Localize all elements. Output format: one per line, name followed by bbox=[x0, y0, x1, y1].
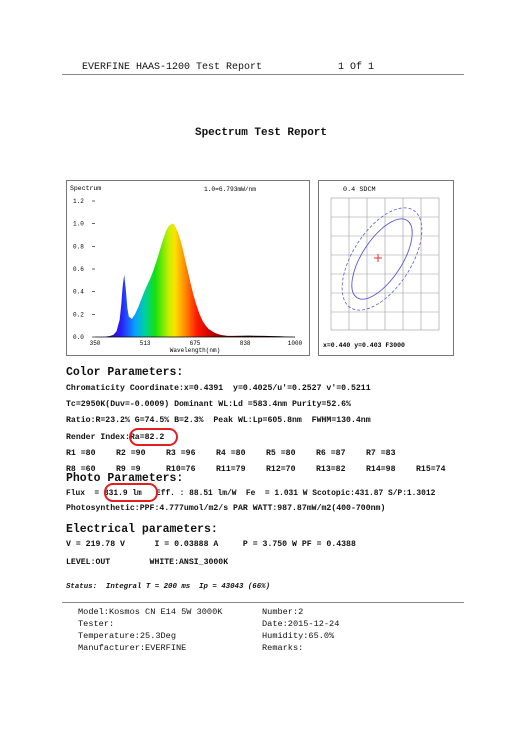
ratio-line: Ratio:R=23.2% G=74.5% B=2.3% Peak WL:Lp=605.8nm FWHM=130.4nm bbox=[66, 416, 371, 425]
sdcm-ellipse-inner bbox=[340, 210, 424, 309]
ri-value: R15=74 bbox=[416, 465, 446, 474]
report-header-title: EVERFINE HAAS-1200 Test Report bbox=[82, 62, 263, 73]
y-tick-label: 0.0 bbox=[73, 334, 84, 341]
ri-value: R4 =80 bbox=[216, 449, 246, 458]
header-divider bbox=[62, 74, 464, 75]
x-tick-label: 1000 bbox=[287, 340, 303, 347]
ri-value: R1 =80 bbox=[66, 449, 96, 458]
sdcm-title: 0.4 SDCM bbox=[343, 186, 376, 194]
spectrum-chart bbox=[67, 181, 309, 355]
sdcm-chart-box bbox=[318, 180, 454, 356]
ri-value: R11=79 bbox=[216, 465, 246, 474]
report-title: Spectrum Test Report bbox=[194, 127, 328, 139]
tester-field: Tester: bbox=[78, 619, 115, 629]
humidity-field: Humidity:65.0% bbox=[262, 631, 335, 641]
electrical-line: V = 219.78 V I = 0.03888 A P = 3.750 W PF = 0.4388 bbox=[66, 540, 356, 549]
x-tick-label: 675 bbox=[189, 340, 201, 347]
remarks-field: Remarks: bbox=[262, 643, 304, 653]
y-tick-label: 1.2 bbox=[73, 198, 84, 205]
flux-line: Flux = 331.9 lm Eff. : 88.51 lm/W Fe = 1.031 W Scotopic:431.87 S/P:1.3012 bbox=[66, 489, 436, 498]
x-tick-label: 838 bbox=[239, 340, 251, 347]
number-field: Number:2 bbox=[262, 607, 304, 617]
ri-value: R2 =90 bbox=[116, 449, 146, 458]
render-index-line: Render Index:Ra=82.2 bbox=[66, 433, 165, 442]
electrical-parameters-heading: Electrical parameters: bbox=[66, 523, 218, 536]
footer-divider bbox=[62, 602, 464, 603]
x-tick-label: 350 bbox=[89, 340, 101, 347]
spectrum-chart-box bbox=[66, 180, 310, 356]
photo-parameters-heading: Photo Parameters: bbox=[66, 472, 184, 485]
spectrum-annotation: 1.0=6.793mW/nm bbox=[204, 186, 256, 193]
ri-value: R10=76 bbox=[166, 465, 196, 474]
ri-value: R12=70 bbox=[266, 465, 296, 474]
photosynthetic-line: Photosynthetic:PPF:4.777umol/m2/s PAR WATT:987.87mW/m2(400-700nm) bbox=[66, 504, 386, 513]
temperature-field: Temperature:25.3Deg bbox=[78, 631, 176, 641]
spectrum-xlabel: Wavelength(nm) bbox=[169, 347, 221, 354]
date-field: Date:2015-12-24 bbox=[262, 619, 340, 629]
y-tick-label: 0.8 bbox=[73, 243, 84, 251]
ri-value: R5 =80 bbox=[266, 449, 296, 458]
flux-highlight-circle bbox=[104, 483, 158, 502]
manufacturer-field: Manufacturer:EVERFINE bbox=[78, 643, 187, 653]
status-line: Status: Integral T = 200 ms Ip = 43043 (66%) bbox=[66, 583, 271, 591]
ri-value: R7 =83 bbox=[366, 449, 396, 458]
page-number: 1 Of 1 bbox=[338, 62, 375, 73]
spectrum-chart-title: Spectrum bbox=[70, 185, 102, 192]
spectrum-area bbox=[104, 224, 295, 337]
ri-value: R13=82 bbox=[316, 465, 346, 474]
ri-value: R6 =87 bbox=[316, 449, 346, 458]
ri-value: R8 =60 bbox=[66, 465, 96, 474]
cct-line: Tc=2950K(Duv=-0.0009) Dominant WL:Ld =583.4nm Purity=52.6% bbox=[66, 400, 351, 409]
ri-value: R9 =9 bbox=[116, 465, 141, 474]
ra-highlight-circle bbox=[129, 428, 178, 446]
y-tick-label: 1.0 bbox=[73, 220, 84, 228]
ri-value: R3 =96 bbox=[166, 449, 196, 458]
color-parameters-heading: Color Parameters: bbox=[66, 366, 184, 379]
level-line: LEVEL:OUT WHITE:ANSI_3000K bbox=[66, 558, 229, 567]
sdcm-caption: x=0.440 y=0.403 F3000 bbox=[323, 342, 405, 349]
x-tick-label: 513 bbox=[139, 340, 151, 347]
ri-value: R14=98 bbox=[366, 465, 396, 474]
sdcm-chart bbox=[319, 181, 453, 355]
model-field: Model:Kosmos CN E14 5W 3000K bbox=[78, 607, 223, 617]
chromaticity-line: Chromaticity Coordinate:x=0.4391 y=0.4025/u'=0.2527 v'=0.5211 bbox=[66, 384, 371, 393]
y-tick-label: 0.6 bbox=[73, 266, 84, 273]
y-tick-label: 0.4 bbox=[73, 288, 84, 296]
y-tick-label: 0.2 bbox=[73, 311, 84, 319]
